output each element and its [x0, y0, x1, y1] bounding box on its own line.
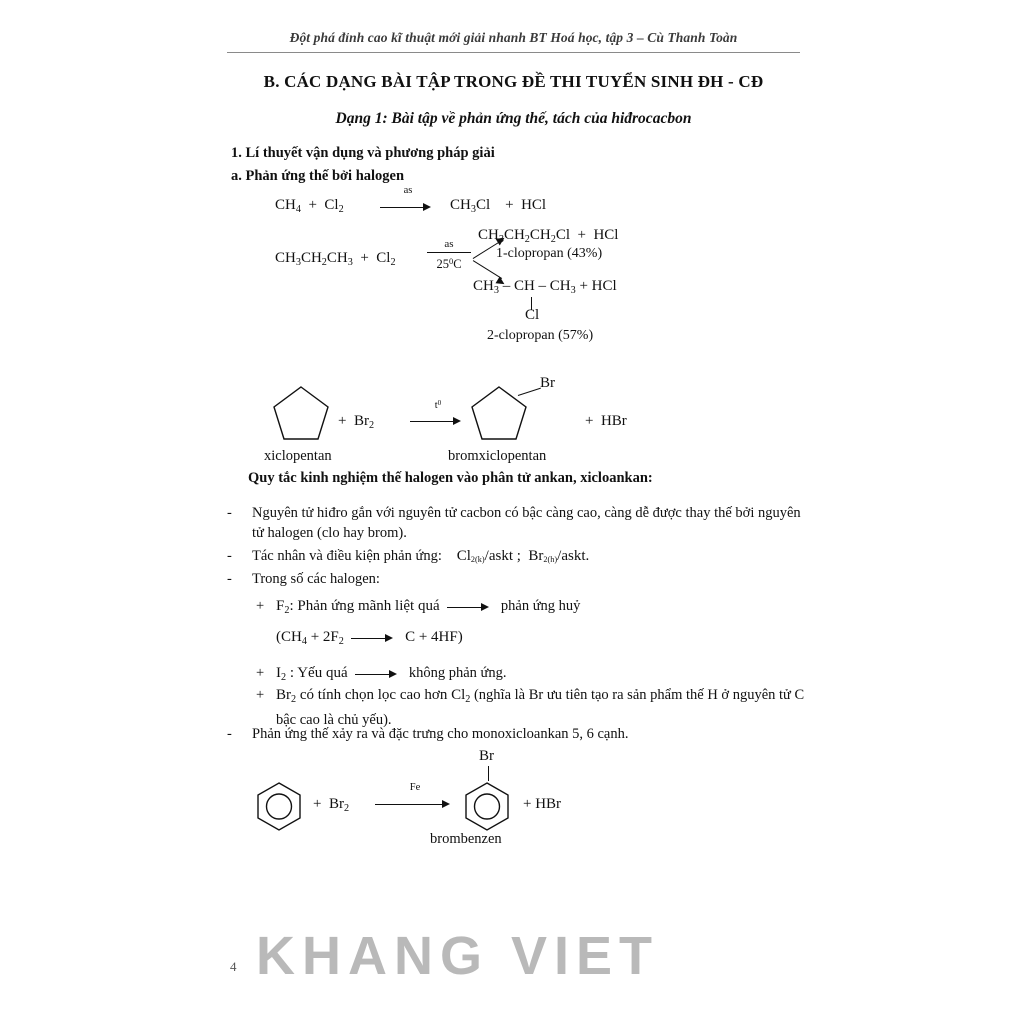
arrow-shaft: [410, 421, 458, 422]
bullet-plus: +: [256, 665, 265, 681]
header-divider: [227, 52, 800, 53]
product-1-clopropan: [478, 226, 619, 261]
bullet-dash: -: [227, 726, 232, 742]
bullet-dash: -: [227, 505, 232, 521]
reaction-condition-2: $t^0$: [434, 399, 442, 412]
f2-equation-text: [276, 627, 821, 652]
heading-item-a: a. Phản ứng thế bởi halogen: [231, 168, 405, 184]
inline-arrow-icon: [447, 603, 493, 611]
bullet-plus: +: [256, 598, 265, 614]
rules-heading: Quy tắc kinh nghiệm thế halogen vào phân tử ankan, xicloankan:: [248, 470, 653, 486]
condition-light: as: [444, 238, 454, 250]
inline-arrow-icon: [351, 634, 397, 642]
equation-2-reactants: $CH_3CH_2CH_3 + Cl_2$: [275, 250, 396, 268]
bullet-dash: -: [227, 548, 232, 564]
byproduct-hbr: + HBr: [585, 413, 627, 429]
product-2-name: 2-clopropan (57%): [487, 328, 594, 343]
product-1-formula: $CH_3CH_2CH_2Cl$ + HCl: [478, 227, 619, 245]
substituent-cl: Cl: [525, 307, 540, 323]
reaction-conditions-2: [427, 238, 471, 271]
reaction-condition-1: as: [403, 185, 413, 196]
condition-divider: [427, 252, 471, 253]
rule-item-4-text: Phản ứng thế xảy ra và đặc trưng cho monoxicloankan 5, 6 cạnh.: [252, 726, 629, 742]
equation-1-products: $CH_3Cl$ + HCl: [450, 197, 547, 215]
product-2-formula: $CH_3$ – CH – $CH_3$ + HCl: [473, 278, 617, 296]
page-number: 4: [230, 959, 237, 974]
bullet-dash: -: [227, 571, 232, 587]
reaction-condition-3: Fe: [409, 782, 421, 793]
f2-equation-right: C + 4HF): [405, 629, 463, 645]
bullet-plus: +: [256, 687, 265, 703]
heading-item-1: 1. Lí thuyết vận dụng và phương pháp giải: [231, 145, 495, 161]
equation-1-reactants: $CH_4 + Cl_2$: [275, 197, 344, 215]
condition-temperature: $25^0C$: [436, 256, 462, 271]
cyclopentane-ring-icon: [270, 383, 332, 445]
sub-item-i2-prefix: $I_2$ : Yếu quá: [276, 665, 348, 683]
running-header: Đột phá đỉnh cao kĩ thuật mới giải nhanh BT Hoá học, tập 3 – Cù Thanh Toàn: [289, 30, 738, 45]
bromocyclopentane-ring-icon: [468, 383, 530, 445]
benzene-ring-icon: [255, 780, 303, 832]
label-bromxiclopentan: bromxiclopentan: [448, 448, 547, 464]
f2-equation-left: ($CH_4 + 2F_2$: [276, 629, 344, 647]
publisher-watermark: KHANG VIET: [256, 926, 660, 986]
arrow-head: [442, 800, 450, 808]
rule-item-2-text: [252, 546, 802, 570]
rule-item-3-text: Trong số các halogen:: [252, 571, 380, 587]
br-bond-benzene: [488, 766, 489, 781]
arrow-head: [423, 203, 431, 211]
sub-item-f2-prefix: $F_2$: Phản ứng mãnh liệt quá: [276, 598, 440, 616]
subsection-heading: Dạng 1: Bài tập về phản ứng thế, tách của hiđrocacbon: [335, 110, 692, 127]
label-xiclopentan: xiclopentan: [264, 448, 332, 464]
section-heading: B. CÁC DẠNG BÀI TẬP TRONG ĐỀ THI TUYỂN SINH ĐH - CĐ: [263, 72, 764, 91]
substituent-br: Br: [540, 375, 555, 391]
sub-item-f2-suffix: phản ứng huỷ: [500, 598, 581, 614]
sub-item-br2-lead: $Br_2$ có tính chọn lọc cao hơn $Cl_2$: [276, 687, 471, 705]
label-brombenzen: brombenzen: [430, 831, 502, 847]
reagent-br2-left: + $Br_2$: [338, 413, 375, 431]
byproduct-hbr-benzene: + HBr: [523, 796, 562, 812]
sub-item-f2-text: [276, 596, 821, 621]
product-1-name: 1-clopropan (43%): [496, 246, 603, 261]
arrow-head: [453, 417, 461, 425]
brombenzen-ring-icon: [463, 780, 511, 832]
rule-item-2-label: Tác nhân và điều kiện phản ứng:: [252, 548, 442, 564]
sub-item-br2-rest: (nghĩa là Br ưu tiên tạo ra sản phẩm thế H ở nguyên tử C bậc cao là chủ yếu).: [276, 687, 805, 728]
arrow-shaft: [375, 804, 447, 805]
sub-item-i2-suffix: không phản ứng.: [408, 665, 507, 681]
inline-arrow-icon: [355, 670, 401, 678]
rule-item-2-reagents: $Cl_{2(k)}$/askt ; $Br_{2(h)}$/askt.: [445, 548, 590, 565]
reagent-br2-benzene: + $Br_2$: [313, 796, 350, 814]
substituent-br-benzene: Br: [479, 748, 494, 764]
rule-item-1-text: Nguyên tử hiđro gắn với nguyên tử cacbon có bậc càng cao, càng dễ được thay thế bởi nguyên tử halogen (clo hay brom).: [252, 505, 801, 541]
arrow-shaft: [380, 207, 428, 208]
branch-arrow-down: [473, 260, 502, 279]
